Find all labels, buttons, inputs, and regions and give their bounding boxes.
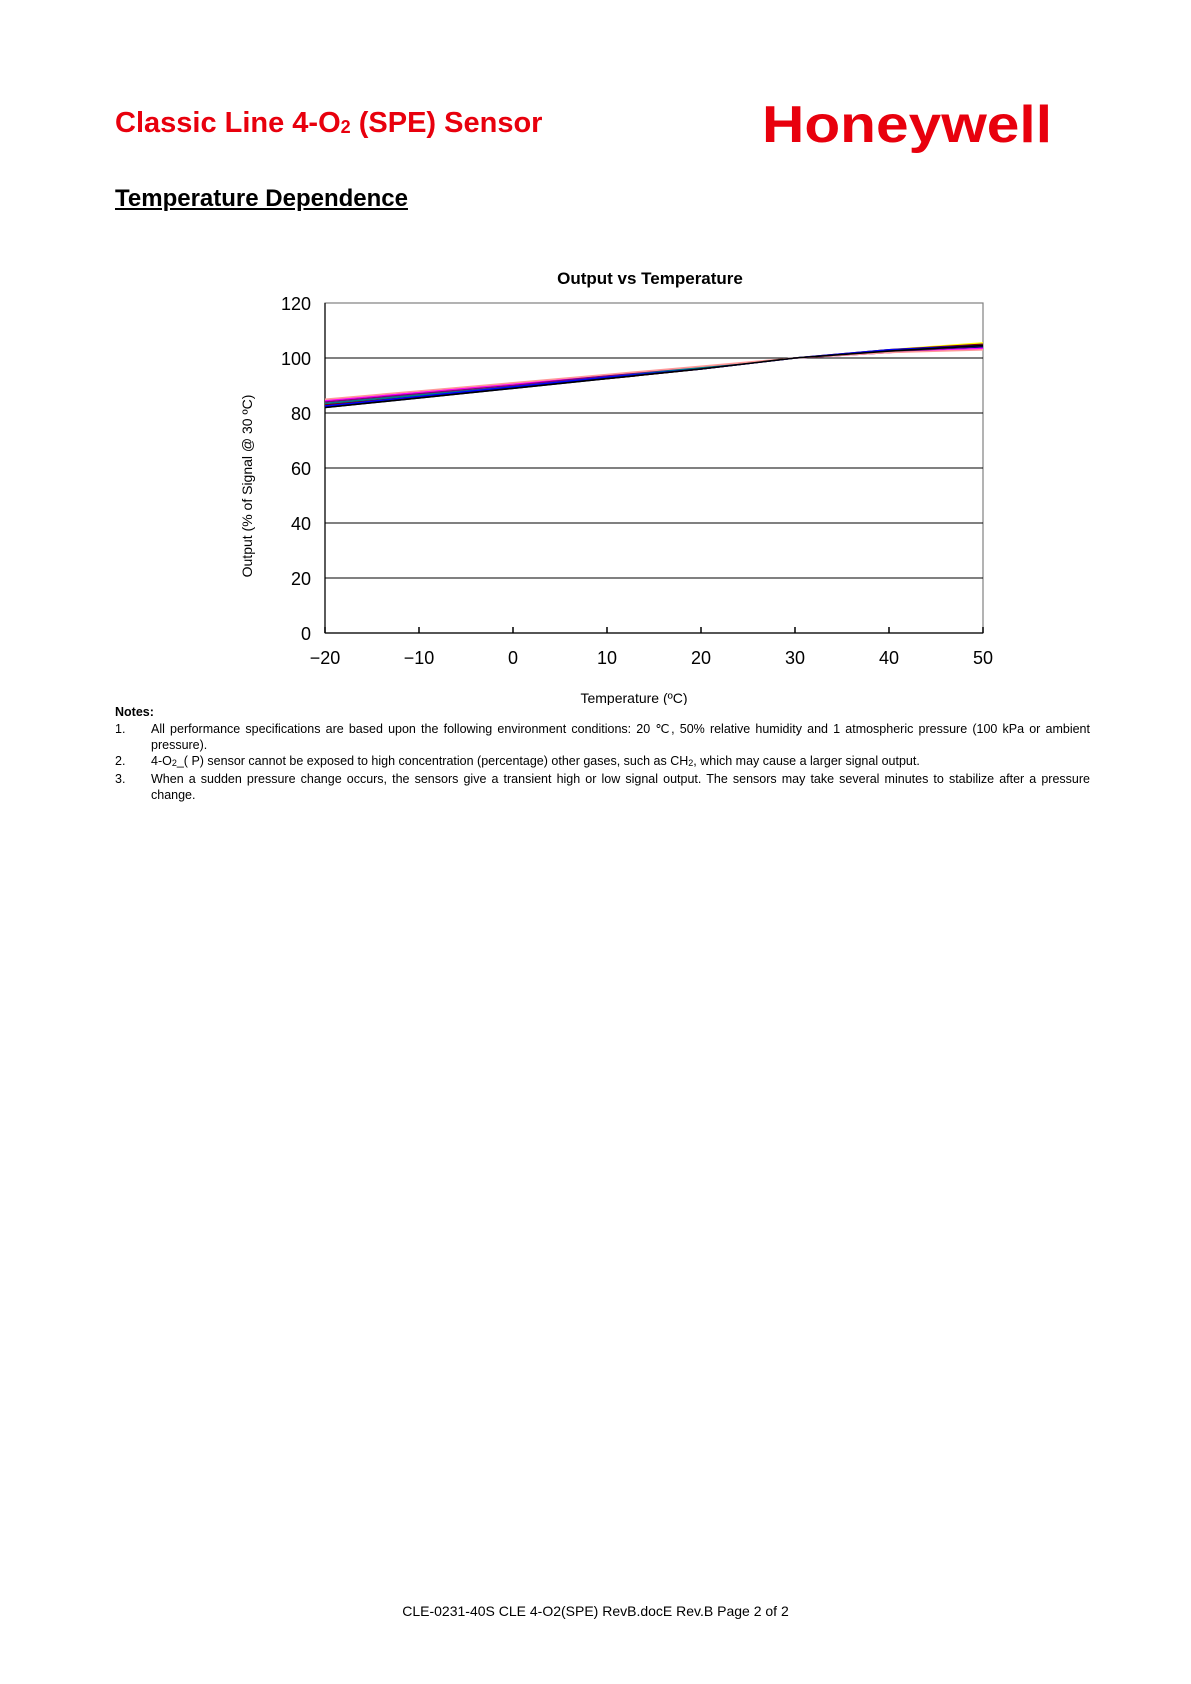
note-subscript: 2 bbox=[171, 758, 177, 768]
note-item bbox=[115, 771, 1090, 803]
note-text-part: , which may cause a larger signal output. bbox=[693, 754, 920, 768]
note-number: 3. bbox=[115, 772, 126, 786]
title-prefix: Classic Line 4-O bbox=[115, 107, 341, 139]
output-vs-temperature-chart bbox=[230, 255, 1010, 705]
title-suffix: (SPE) Sensor bbox=[350, 107, 543, 139]
y-tick-label: 40 bbox=[290, 514, 311, 534]
note-text-part: _( P) sensor cannot be exposed to high concentration (percentage) other gases, such as CH bbox=[176, 754, 689, 768]
x-tick-label: 20 bbox=[690, 648, 712, 668]
x-tick-label: 10 bbox=[596, 648, 618, 668]
x-tick-label: 40 bbox=[878, 648, 900, 668]
y-tick-label: 0 bbox=[300, 624, 311, 644]
honeywell-logo-graphic bbox=[762, 96, 1062, 156]
x-tick-label: −10 bbox=[403, 648, 435, 668]
notes-section bbox=[115, 704, 1090, 803]
x-axis-label: Temperature (ºC) bbox=[580, 690, 688, 705]
note-item bbox=[115, 721, 1090, 753]
note-item bbox=[115, 753, 1090, 771]
note-text bbox=[151, 753, 1090, 771]
note-number: 1. bbox=[115, 722, 126, 736]
x-tick-label: −20 bbox=[309, 648, 341, 668]
y-tick-label: 100 bbox=[280, 349, 311, 369]
note-subscript: 2 bbox=[688, 758, 694, 768]
y-tick-label: 120 bbox=[280, 294, 311, 314]
chart-title: Output vs Temperature bbox=[557, 269, 743, 288]
logo-wordmark: Honeywell bbox=[762, 96, 1052, 154]
note-text: When a sudden pressure change occurs, the sensors give a transient high or low signal output. The sensors may take several minutes to stabilize after a pressure change. bbox=[151, 772, 1090, 802]
y-axis-label: Output (% of Signal @ 30 ºC) bbox=[239, 394, 255, 578]
note-text-part: 4-O bbox=[151, 754, 172, 768]
note-number: 2. bbox=[115, 754, 126, 768]
honeywell-logo bbox=[762, 96, 1062, 161]
title-subscript: 2 bbox=[340, 117, 351, 137]
note-text: All performance specifications are based upon the following environment conditions: 20 ℃, 50% relative humidity and 1 atmospheric pressure (100 kPa or ambient pressure). bbox=[151, 722, 1090, 752]
section-title: Temperature Dependence bbox=[115, 185, 408, 212]
page-footer: CLE-0231-40S CLE 4-O2(SPE) RevB.docE Rev.B Page 2 of 2 bbox=[402, 1603, 789, 1619]
x-tick-label: 30 bbox=[784, 648, 806, 668]
page-title bbox=[115, 108, 542, 140]
notes-heading: Notes: bbox=[115, 705, 154, 719]
y-tick-label: 80 bbox=[290, 404, 311, 424]
y-tick-label: 20 bbox=[290, 569, 311, 589]
x-tick-label: 50 bbox=[972, 648, 994, 668]
y-tick-label: 60 bbox=[290, 459, 311, 479]
x-tick-label: 0 bbox=[507, 648, 519, 668]
